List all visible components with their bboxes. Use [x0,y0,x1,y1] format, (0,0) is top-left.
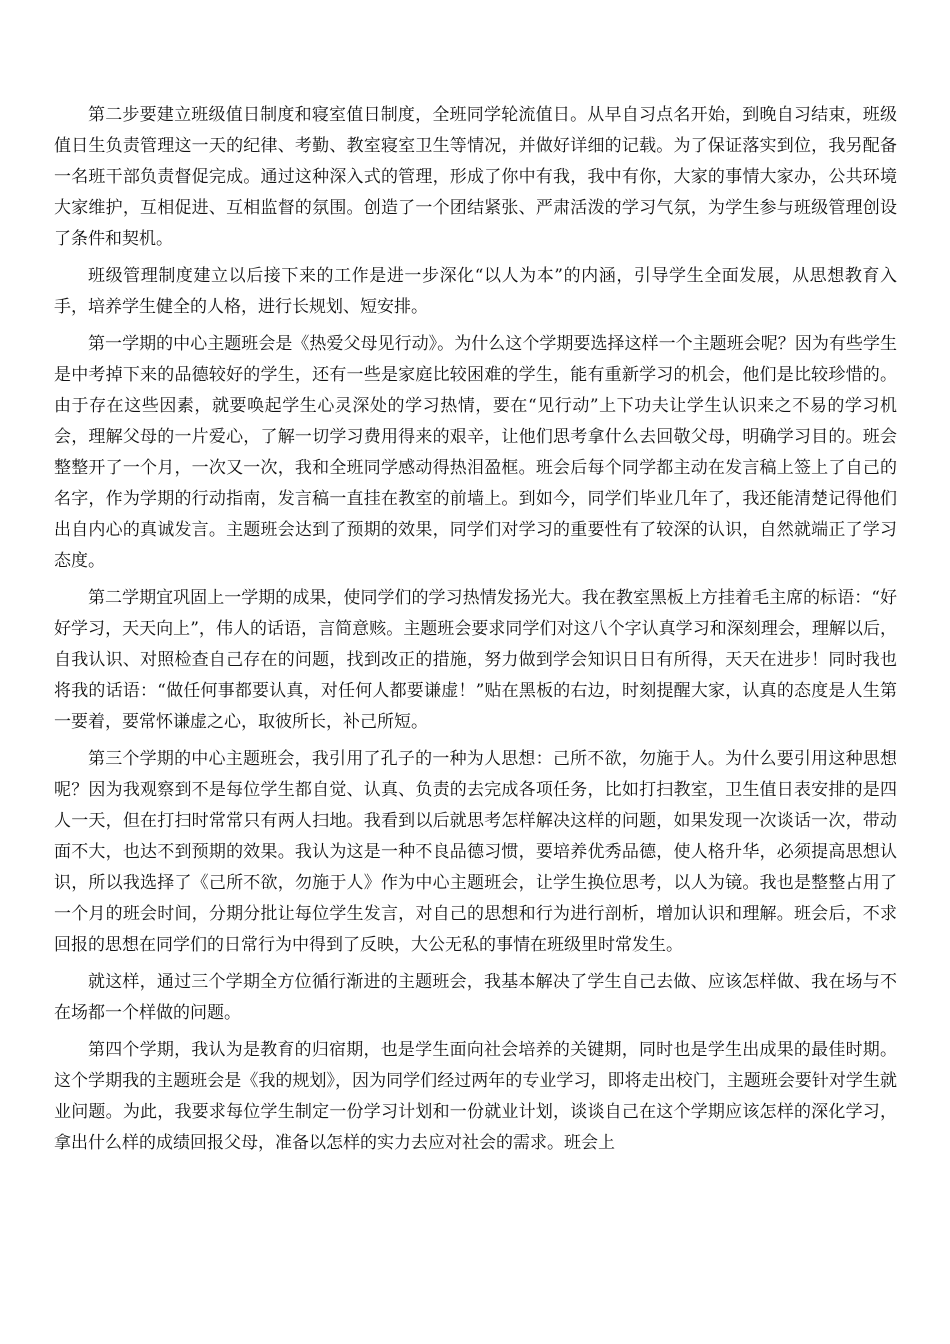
paragraph-people-oriented: 班级管理制度建立以后接下来的工作是进一步深化“以人为本”的内涵，引导学生全面发展，从思想教育入手，培养学生健全的人格，进行长规划、短安排。 [54,266,897,317]
paragraph-summary: 就这样，通过三个学期全方位循行渐进的主题班会，我基本解决了学生自己去做、应该怎样做、我在场与不在场都一个样做的问题。 [54,972,897,1023]
document-body [54,100,897,1165]
paragraph-second-semester: 第二学期宜巩固上一学期的成果，使同学们的学习热情发扬光大。我在教室黑板上方挂着毛主席的标语：“好好学习，天天向上”，伟人的话语，言简意赅。主题班会要求同学们对这八个字认真学习和深刻理会，理解以后，自我认识、对照检查自己存在的问题，找到改正的措施，努力做到学会知识日日有所得，天天在进步！同时我也将我的话语：“做任何事都要认真，对任何人都要谦虚！”贴在黑板的右边，时刻提醒大家，认真的态度是人生第一要着，要常怀谦虚之心，取彼所长，补己所短。 [54,588,897,732]
paragraph-fourth-semester: 第四个学期，我认为是教育的归宿期，也是学生面向社会培养的关键期，同时也是学生出成果的最佳时期。这个学期我的主题班会是《我的规划》，因为同学们经过两年的专业学习，即将走出校门，主题班会要针对学生就业问题。为此，我要求每位学生制定一份学习计划和一份就业计划，谈谈自己在这个学期应该怎样的深化学习，拿出什么样的成绩回报父母，准备以怎样的实力去应对社会的需求。班会上 [54,1040,897,1153]
paragraph-third-semester: 第三个学期的中心主题班会，我引用了孔子的一种为人思想：己所不欲，勿施于人。为什么要引用这种思想呢？因为我观察到不是每位学生都自觉、认真、负责的去完成各项任务，比如打扫教室，卫生值日表安排的是四人一天，但在打扫时常常只有两人扫地。我看到以后就思考怎样解决这样的问题，如果发现一次谈话一次，带动面不大，也达不到预期的效果。我认为这是一种不良品德习惯，要培养优秀品德，使人格升华，必须提高思想认识，所以我选择了《己所不欲，勿施于人》作为中心主题班会，让学生换位思考，以人为镜。我也是整整占用了一个月的班会时间，分期分批让每位学生发言，对自己的思想和行为进行剖析，增加认识和理解。班会后，不求回报的思想在同学们的日常行为中得到了反映，大公无私的事情在班级里时常发生。 [54,749,897,955]
paragraph-first-semester: 第一学期的中心主题班会是《热爱父母见行动》。为什么这个学期要选择这样一个主题班会呢？因为有些学生是中考掉下来的品德较好的学生，还有一些是家庭比较困难的学生，能有重新学习的机会，他们是比较珍惜的。由于存在这些因素，就要唤起学生心灵深处的学习热情，要在“见行动”上下功夫让学生认识来之不易的学习机会，理解父母的一片爱心，了解一切学习费用得来的艰辛，让他们思考拿什么去回敬父母，明确学习目的。班会整整开了一个月，一次又一次，我和全班同学感动得热泪盈框。班会后每个同学都主动在发言稿上签上了自己的名字，作为学期的行动指南，发言稿一直挂在教室的前墙上。到如今，同学们毕业几年了，我还能清楚记得他们出自内心的真诚发言。主题班会达到了预期的效果，同学们对学习的重要性有了较深的认识，自然就端正了学习态度。 [54,334,897,571]
paragraph-duty-system: 第二步要建立班级值日制度和寝室值日制度，全班同学轮流值日。从早自习点名开始，到晚自习结束，班级值日生负责管理这一天的纪律、考勤、教室寝室卫生等情况，并做好详细的记载。为了保证落实到位，我另配备一名班干部负责督促完成。通过这种深入式的管理，形成了你中有我，我中有你，大家的事情大家办，公共环境大家维护，互相促进、互相监督的氛围。创造了一个团结紧张、严肃活泼的学习气氛，为学生参与班级管理创设了条件和契机。 [54,105,897,249]
